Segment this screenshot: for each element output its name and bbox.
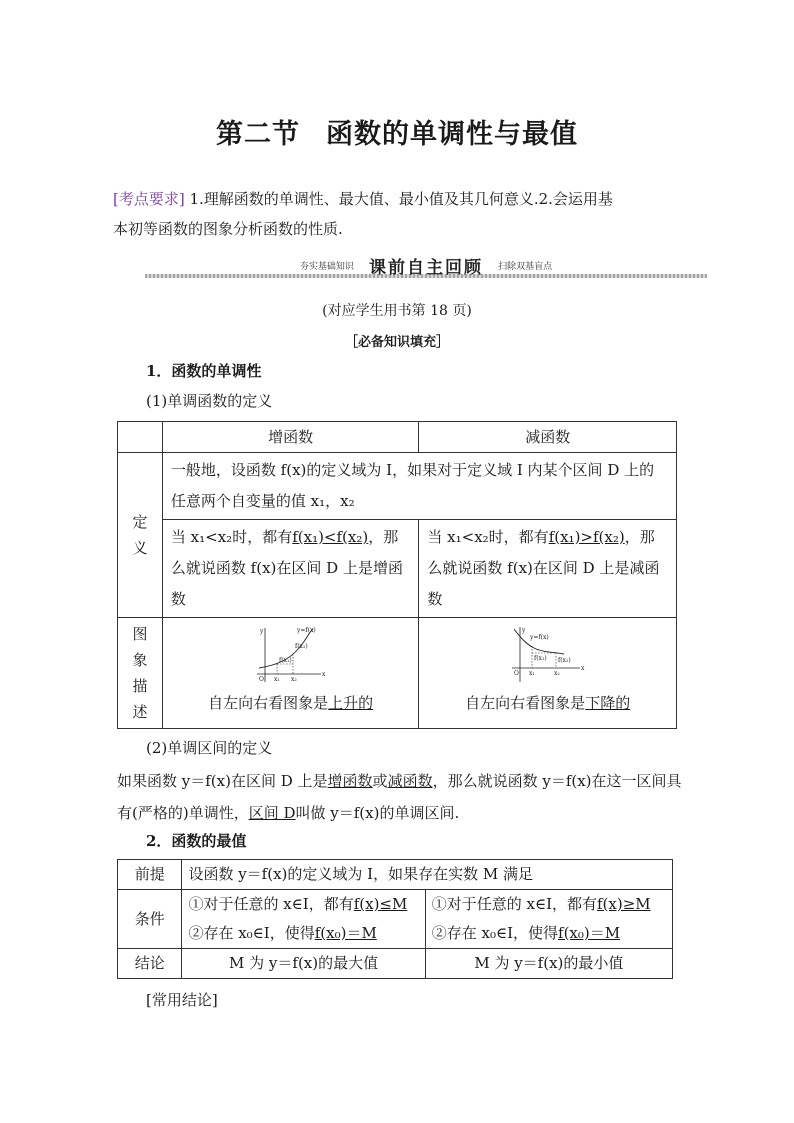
- graph-origin-label: O: [258, 676, 264, 683]
- min-conclusion: M 为 y＝f(x)的最小值: [425, 949, 672, 979]
- definition-label: 定义: [118, 453, 163, 618]
- requirements-tag: [考点要求]: [113, 190, 185, 208]
- monotonicity-table: [117, 421, 677, 729]
- graph-y-label: y: [521, 627, 526, 634]
- exam-requirements: [113, 184, 691, 244]
- section-2-heading: 2．函数的最值: [146, 832, 247, 850]
- definition-row-common: [118, 453, 677, 520]
- graph-fx2-label: f(x₂): [557, 657, 571, 664]
- graph-x1-label: x₁: [528, 670, 535, 677]
- section-1-heading: 1．函数的单调性: [146, 362, 262, 380]
- increasing-function-graph: [253, 624, 329, 684]
- conclusion-label: 结论: [118, 949, 182, 979]
- extremum-table: [117, 859, 673, 979]
- section-title: 函数的单调性与最值: [326, 119, 578, 150]
- graph-x1-label: x₁: [273, 676, 280, 683]
- graph-x-label: x: [321, 671, 326, 678]
- increasing-header: 增函数: [162, 422, 418, 453]
- subsection-1-heading: (1)单调函数的定义: [146, 392, 273, 410]
- decreasing-graph-cell: [419, 618, 677, 729]
- common-conclusions-heading: [常用结论]: [146, 991, 218, 1009]
- page-title: [0, 112, 794, 151]
- graph-fx1-label: f(x₁): [278, 657, 292, 664]
- graph-row: [118, 618, 677, 729]
- graph-fx2-label: f(x₂): [294, 643, 308, 650]
- decreasing-description: 自左向右看图象是下降的: [465, 694, 631, 712]
- banner-title: 课前自主回顾: [369, 258, 483, 278]
- definition-row-conditions: [118, 520, 677, 618]
- graph-description-label: 图象描述: [118, 618, 163, 729]
- max-conclusion: M 为 y＝f(x)的最大值: [182, 949, 425, 979]
- condition-row: [118, 890, 673, 949]
- condition-label: 条件: [118, 890, 182, 949]
- conclusion-row: [118, 949, 673, 979]
- decreasing-function-graph: [508, 624, 588, 684]
- subsection-2-heading: (2)单调区间的定义: [146, 739, 273, 757]
- requirements-line-1: 1.理解函数的单调性、最大值、最小值及其几何意义.2.会运用基: [189, 190, 613, 208]
- textbook-reference: (对应学生用书第 18 页): [322, 303, 472, 319]
- definition-common-text: 一般地，设函数 f(x)的定义域为 I，如果对于定义域 I 内某个区间 D 上的任意两个自变量的值 x₁，x₂: [162, 453, 676, 520]
- graph-origin-label: O: [513, 670, 519, 677]
- requirements-line-2: 本初等函数的图象分析函数的性质.: [113, 220, 343, 238]
- max-conditions: ①对于任意的 x∈I，都有f(x)≤M ②存在 x₀∈I，使得f(x₀)＝M: [182, 890, 425, 949]
- graph-y-label: y: [259, 628, 264, 635]
- decreasing-condition: 当 x₁<x₂时，都有f(x₁)>f(x₂)，那么就说函数 f(x)在区间 D 上是减函数: [419, 520, 677, 618]
- increasing-description: 自左向右看图象是上升的: [208, 694, 374, 712]
- increasing-graph-cell: [162, 618, 418, 729]
- banner-right-text: 扫除双基盲点: [498, 262, 553, 272]
- premise-label: 前提: [118, 860, 182, 890]
- graph-x2-label: x₂: [553, 670, 560, 677]
- section-banner: [145, 253, 707, 281]
- graph-fx1-label: f(x₁): [533, 655, 547, 662]
- table-header-row: [118, 422, 677, 453]
- min-conditions: ①对于任意的 x∈I，都有f(x)≥M ②存在 x₀∈I，使得f(x₀)＝M: [425, 890, 672, 949]
- section-number: 第二节: [216, 119, 300, 150]
- premise-text: 设函数 y＝f(x)的定义域为 I，如果存在实数 M 满足: [182, 860, 673, 890]
- banner-left-text: 夯实基础知识: [299, 262, 354, 272]
- monotonic-interval-paragraph: 如果函数 y＝f(x)在区间 D 上是增函数或减函数，那么就说函数 y＝f(x)在这一区间具有(严格的)单调性，区间 D叫做 y＝f(x)的单调区间.: [117, 772, 682, 822]
- decreasing-header: 减函数: [419, 422, 677, 453]
- graph-x-label: x: [580, 665, 585, 672]
- graph-fx-label: y=f(x): [529, 634, 549, 641]
- graph-fx-label: y=f(x): [296, 627, 316, 634]
- premise-row: [118, 860, 673, 890]
- graph-x2-label: x₂: [290, 676, 297, 683]
- increasing-condition: 当 x₁<x₂时，都有f(x₁)<f(x₂)，那么就说函数 f(x)在区间 D 上是增函数: [162, 520, 418, 618]
- knowledge-tag: ［必备知识填充］: [344, 335, 449, 350]
